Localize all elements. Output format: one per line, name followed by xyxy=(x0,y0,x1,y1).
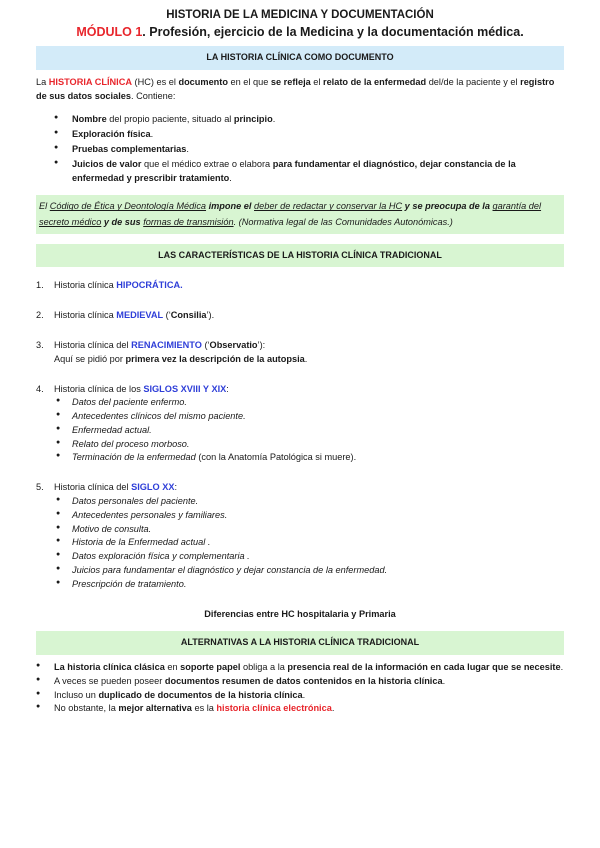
intro-paragraph: La HISTORIA CLÍNICA (HC) es el documento en el que se refleja el relato de la enfermedad del/de la paciente y el registro de sus datos sociales. Contiene: xyxy=(36,76,555,101)
list-item: ● Juicios para fundamentar el diagnóstico y dejar constancia de la enfermedad. xyxy=(56,564,564,578)
differences-heading: Diferencias entre HC hospitalaria y Primaria xyxy=(204,608,396,619)
numbered-item-1: 1. Historia clínica HIPOCRÁTICA. xyxy=(36,280,183,291)
list-item: ● Motivo de consulta. xyxy=(56,523,564,537)
list-item: ● Enfermedad actual. xyxy=(56,424,564,438)
siglos-xviii-xix-list xyxy=(36,396,564,465)
list-item: ● Datos personales del paciente. xyxy=(56,495,564,509)
list-item: ● Pruebas complementarias. xyxy=(54,143,564,157)
section-heading-alternativas: ALTERNATIVAS A LA HISTORIA CLÍNICA TRADICIONAL xyxy=(36,631,564,655)
contents-list xyxy=(36,113,564,185)
section-heading-caracteristicas: LAS CARACTERÍSTICAS DE LA HISTORIA CLÍNICA TRADICIONAL xyxy=(36,244,564,268)
list-item: ● Datos exploración física y complementaria . xyxy=(56,550,564,564)
document-title: HISTORIA DE LA MEDICINA Y DOCUMENTACIÓN xyxy=(166,9,434,21)
list-item: ● No obstante, la mejor alternativa es la historia clínica electrónica. xyxy=(36,702,564,716)
list-item: ● La historia clínica clásica en soporte papel obliga a la presencia real de la información en cada lugar que se necesite. xyxy=(36,661,564,675)
numbered-item-4: 4. Historia clínica de los SIGLOS XVIII Y XIX: xyxy=(36,383,229,394)
siglo-xx-list xyxy=(36,495,564,592)
list-item: ● Nombre del propio paciente, situado al principio. xyxy=(54,113,564,127)
list-item: ● Antecedentes clínicos del mismo paciente. xyxy=(56,410,564,424)
list-item: ● Terminación de la enfermedad (con la Anatomía Patológica si muere). xyxy=(56,451,564,465)
list-item: ● Relato del proceso morboso. xyxy=(56,438,564,452)
list-item: ● Antecedentes personales y familiares. xyxy=(56,509,564,523)
section-heading-documento: LA HISTORIA CLÍNICA COMO DOCUMENTO xyxy=(36,46,564,70)
module-label: MÓDULO 1 xyxy=(76,24,143,39)
list-item: ● Juicios de valor que el médico extrae o elabora para fundamentar el diagnóstico, dejar constancia de la enfermedad y prescribir tratamiento. xyxy=(54,158,564,186)
alternatives-list xyxy=(36,661,564,716)
module-subtitle xyxy=(36,24,564,41)
numbered-item-3: 3. Historia clínica del RENACIMIENTO (‘Observatio’): Aquí se pidió por primera vez la descripción de la autopsia. xyxy=(36,339,308,364)
module-title: . Profesión, ejercicio de la Medicina y la documentación médica. xyxy=(142,24,524,39)
list-item: ● Prescripción de tratamiento. xyxy=(56,578,564,592)
list-item: ● Datos del paciente enfermo. xyxy=(56,396,564,410)
numbered-item-5: 5. Historia clínica del SIGLO XX: xyxy=(36,482,178,493)
numbered-item-2: 2. Historia clínica MEDIEVAL (‘Consilia’). xyxy=(36,310,215,321)
list-item: ● Historia de la Enfermedad actual . xyxy=(56,536,564,550)
ethics-note: El Código de Ética y Deontología Médica impone el deber de redactar y conservar la HC y se preocupa de la garantía del secreto médico y de sus formas de transmisión. (Normativa legal de las Comunidades Autonómicas.) xyxy=(36,195,564,233)
list-item: ● A veces se pueden poseer documentos resumen de datos contenidos en la historia clínica. xyxy=(36,675,564,689)
list-item: ● Exploración física. xyxy=(54,128,564,142)
list-item: ● Incluso un duplicado de documentos de la historia clínica. xyxy=(36,689,564,703)
